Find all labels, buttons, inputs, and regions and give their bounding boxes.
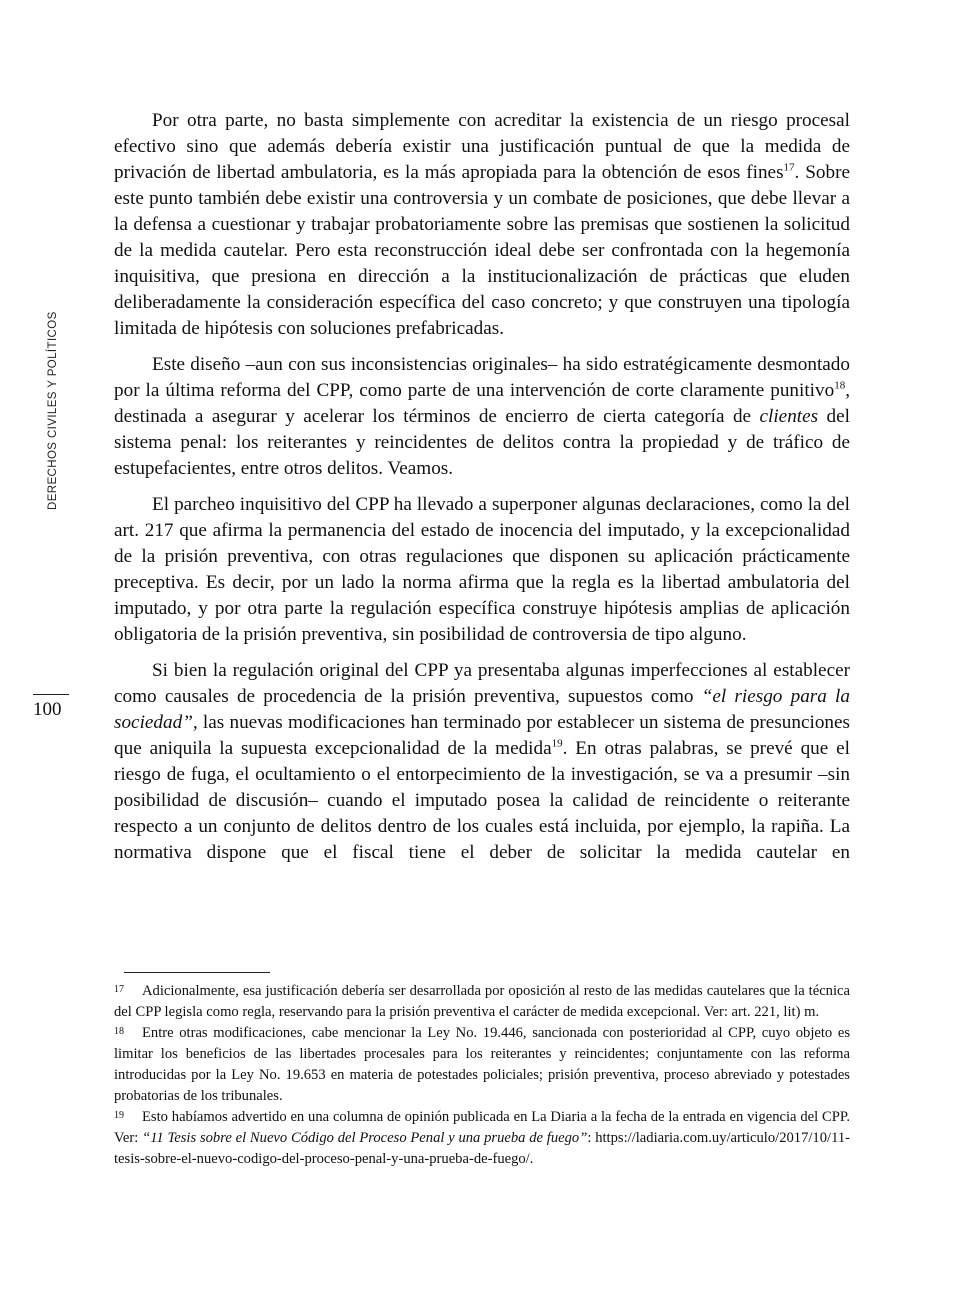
footnote-19 xyxy=(114,1107,850,1170)
footnote-text: Adicionalmente, esa justificación debería ser desarrollada por oposición al resto de las medidas cautelares que la técnica del CPP legisla como regla, reservando para la prisión preventiva el carácter de medida excepcional. Ver: art. 221, lit) m. xyxy=(114,983,850,1020)
footnotes xyxy=(114,981,850,1170)
body-text xyxy=(114,108,850,876)
footnote-number: 19 xyxy=(114,1110,124,1121)
paragraph-text: . En otras palabras, se prevé que el riesgo de fuga, el ocultamiento o el entorpecimiento de la investigación, se va a presumir –sin posibilidad de discusión– cuando el imputado posea la calidad de reincidente o reiterante respecto a un conjunto de delitos dentro de los cuales está incluida, por ejemplo, la rapiña. La normativa dispone que el fiscal tiene el deber de solicitar la medida cautelar en xyxy=(114,738,850,863)
paragraph-4 xyxy=(114,658,850,866)
page-number-rule xyxy=(33,694,69,695)
paragraph-2 xyxy=(114,352,850,482)
footnote-text: Esto habíamos advertido en una columna de opinión publicada en La Diaria a la fecha de la entrada en vigencia del CPP. Ver: xyxy=(114,1109,850,1146)
footnote-ref-19: 19 xyxy=(551,737,563,750)
footnote-17 xyxy=(114,981,850,1023)
footnote-url-text: : https://ladiaria.com.uy/articulo/2017/10/11-tesis-sobre-el-nuevo-codigo-del-proceso-penal-y-una-prueba-de-fuego/. xyxy=(114,1130,850,1167)
article-title: “11 Tesis sobre el Nuevo Código del Proceso Penal y una prueba de fuego” xyxy=(142,1130,588,1146)
paragraph-text: del sistema penal: los reiterantes y reincidentes de delitos contra la propiedad y de tráfico de estupefacientes, entre otros delitos. Veamos. xyxy=(114,406,850,479)
footnote-ref-18: 18 xyxy=(834,379,846,392)
italic-quote: “el riesgo para la sociedad”, xyxy=(114,686,850,733)
footnote-text: Entre otras modificaciones, cabe mencionar la Ley No. 19.446, sancionada con posterioridad al CPP, cuyo objeto es limitar los beneficios de las libertades procesales para los reiterantes y reincidentes; conjuntamente con las reforma introducidas por la Ley No. 19.653 en materia de potestades policiales; prisión preventiva, proceso abreviado y potestades probatorias de los tribunales. xyxy=(114,1025,850,1104)
paragraph-text: Si bien la regulación original del CPP ya presentaba algunas imperfecciones al establecer como causales de procedencia de la prisión preventiva, supuestos como xyxy=(114,660,850,707)
paragraph-text: El parcheo inquisitivo del CPP ha llevado a superponer algunas declaraciones, como la del art. 217 que afirma la permanencia del estado de inocencia del imputado, y la excepcionalidad de la prisión preventiva, con otras regulaciones que disponen su aplicación prácticamente preceptiva. Es decir, por un lado la norma afirma que la regla es la libertad ambulatoria del imputado, y por otra parte la regulación específica construye hipótesis amplias de aplicación obligatoria de la prisión preventiva, sin posibilidad de controversia de tipo alguno. xyxy=(114,494,850,645)
paragraph-text: Por otra parte, no basta simplemente con acreditar la existencia de un riesgo procesal efectivo sino que además debería existir una justificación puntual de que la medida de privación de libertad ambulatoria, es la más apropiada para la obtención de esos fines xyxy=(114,110,850,183)
paragraph-1 xyxy=(114,108,850,342)
paragraph-text: . Sobre este punto también debe existir una controversia y un combate de posiciones, que debe llevar a la defensa a cuestionar y trabajar probatoriamente sobre las premisas que sostienen la solicitud de la medida cautelar. Pero esta reconstrucción ideal debe ser confrontada con la hegemonía inquisitiva, que presiona en dirección a la institucionalización de prácticas que eluden deliberadamente la consideración específica del caso concreto; y que construyen una tipología limitada de hipótesis con soluciones prefabricadas. xyxy=(114,162,850,339)
paragraph-text: , destinada a asegurar y acelerar los términos de encierro de cierta categoría de xyxy=(114,380,850,427)
footnote-ref-17: 17 xyxy=(783,161,795,174)
footnote-number: 18 xyxy=(114,1026,124,1037)
running-header: DERECHOS CIVILES Y POLÍTICOS xyxy=(47,311,59,510)
paragraph-text: Este diseño –aun con sus inconsistencias originales– ha sido estratégicamente desmontado por la última reforma del CPP, como parte de una intervención de corte claramente punitivo xyxy=(114,354,850,401)
page-number: 100 xyxy=(33,699,62,720)
footnote-18 xyxy=(114,1023,850,1107)
paragraph-3 xyxy=(114,492,850,648)
footnote-number: 17 xyxy=(114,984,124,995)
paragraph-text: las nuevas modificaciones han terminado por establecer un sistema de presunciones que aniquila la supuesta excepcionalidad de la medida xyxy=(114,712,850,759)
footnote-separator xyxy=(124,972,270,973)
italic-term: clientes xyxy=(759,406,819,427)
